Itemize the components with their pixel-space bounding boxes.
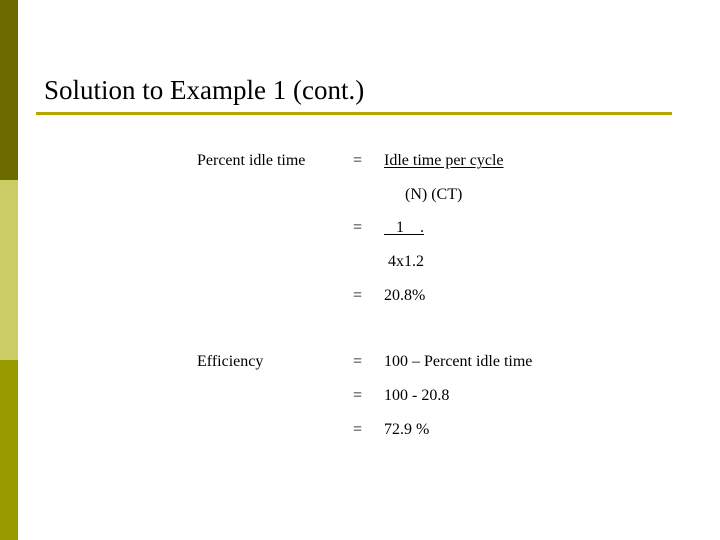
fraction-denominator: 4x1.2 [388,253,424,270]
side-band-bottom [0,360,18,540]
equation-expression: 100 – Percent idle time [384,353,533,370]
side-band-top [0,0,18,180]
equals-sign: = [353,287,363,304]
efficiency-label: Efficiency [197,353,264,370]
equals-sign: = [353,387,363,404]
title-underline-rule [36,112,672,115]
equals-sign: = [353,219,363,236]
equals-sign: = [353,152,363,169]
equation-expression: 100 - 20.8 [384,387,450,404]
side-band-middle [0,180,18,360]
result-value: 20.8% [384,287,426,304]
fraction-denominator: (N) (CT) [405,186,463,203]
equals-sign: = [353,353,363,370]
slide-title: Solution to Example 1 (cont.) [44,75,365,105]
equals-sign: = [353,421,363,438]
percent-idle-label: Percent idle time [197,152,306,169]
result-value: 72.9 % [384,421,430,438]
fraction-numerator: 1 . [384,219,424,236]
fraction-numerator: Idle time per cycle [384,152,504,169]
